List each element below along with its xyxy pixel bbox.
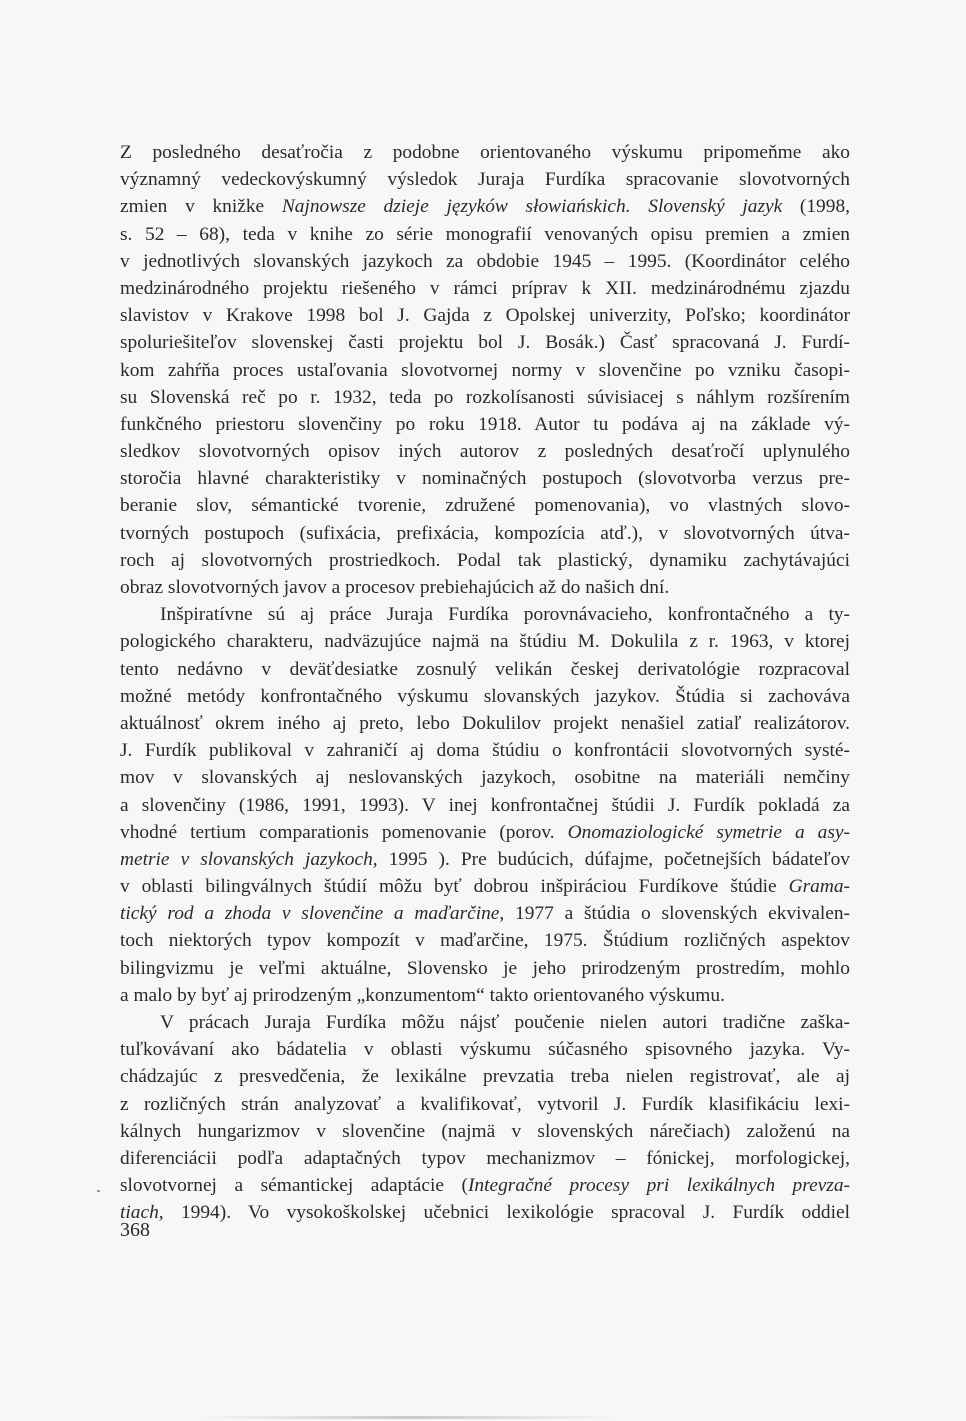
text-segment: medzinárodného projektu riešeného v rámci príprav k XII. medzinárodnému zjazdu bbox=[120, 277, 850, 299]
text-line bbox=[120, 329, 850, 356]
text-line bbox=[120, 438, 850, 465]
text-segment: slovotvornej a sémantickej adaptácie ( bbox=[120, 1175, 468, 1197]
italic-title-segment: tický rod a zhoda v slovenčine a maďarčine, bbox=[120, 903, 505, 925]
text-line bbox=[120, 357, 850, 384]
text-line bbox=[120, 221, 850, 248]
text-line bbox=[120, 873, 850, 900]
text-line bbox=[120, 411, 850, 438]
text-segment: a slovenčiny (1986, 1991, 1993). V inej konfrontačnej štúdii J. Furdík pokladá za bbox=[120, 794, 850, 816]
text-line bbox=[120, 955, 850, 982]
text-line bbox=[120, 1145, 850, 1172]
text-segment: a malo by byť aj prirodzeným „konzumentom“ takto orientovaného výskumu. bbox=[120, 984, 725, 1006]
text-segment: diferenciácii podľa adaptačných typov mechanizmov – fónickej, morfologickej, bbox=[120, 1147, 850, 1169]
text-segment: 1995 ). Pre budúcich, dúfajme, početnejších bádateľov bbox=[377, 848, 850, 870]
text-line bbox=[120, 1172, 850, 1199]
text-line bbox=[120, 384, 850, 411]
text-line bbox=[120, 520, 850, 547]
text-segment: beranie slov, sémantické tvorenie, združené pomenovania), vo vlastných slovo- bbox=[120, 495, 850, 517]
text-line bbox=[120, 628, 850, 655]
italic-title-segment: Grama- bbox=[788, 876, 850, 898]
text-line bbox=[120, 1036, 850, 1063]
text-line bbox=[120, 166, 850, 193]
text-line bbox=[120, 248, 850, 275]
text-line bbox=[120, 302, 850, 329]
text-segment: sledkov slovotvorných opisov iných autorov z posledných desaťročí uplynulého bbox=[120, 441, 850, 463]
text-line bbox=[120, 1199, 850, 1226]
body-text bbox=[120, 139, 850, 1227]
text-line bbox=[120, 193, 850, 220]
text-segment: funkčného priestoru slovenčiny po roku 1918. Autor tu podáva aj na základe vý- bbox=[120, 413, 850, 435]
text-segment: v oblasti bilingválnych štúdií môžu byť dobrou inšpiráciou Furdíkove štúdie bbox=[120, 876, 789, 898]
text-segment: su Slovenská reč po r. 1932, teda po rozkolísanosti súvisiacej s náhlym rozšírením bbox=[120, 386, 850, 408]
text-line bbox=[120, 792, 850, 819]
text-segment: pologického charakteru, nadväzujúce najmä na štúdiu M. Dokulila z r. 1963, v ktorej bbox=[120, 631, 850, 653]
text-segment: bilingvizmu je veľmi aktuálne, Slovensko je jeho prirodzeným prostredím, mohlo bbox=[120, 957, 850, 979]
italic-title-segment: Najnowsze dzieje języków słowiańskich. Slovenský jazyk bbox=[281, 196, 783, 218]
text-segment: chádzajúc z presvedčenia, že lexikálne prevzatia treba nielen registrovať, ale aj bbox=[120, 1066, 850, 1088]
text-line bbox=[120, 547, 850, 574]
text-line bbox=[120, 1009, 850, 1036]
text-line bbox=[120, 1091, 850, 1118]
text-segment: významný vedeckovýskumný výsledok Juraja Furdíka spracovanie slovotvorných bbox=[120, 169, 850, 191]
text-line bbox=[120, 492, 850, 519]
text-line bbox=[120, 656, 850, 683]
text-segment: tuľkovávaní ako bádatelia v oblasti výskumu súčasného spisovného jazyka. Vy- bbox=[120, 1039, 850, 1061]
text-segment: storočia hlavné charakteristiky v nominačných postupoch (slovotvorba verzus pre- bbox=[120, 468, 850, 490]
text-segment: spoluriešiteľov slovenskej časti projektu bol J. Bosák.) Časť spracovaná J. Furdí- bbox=[120, 332, 850, 354]
text-segment: kálnych hungarizmov v slovenčine (najmä v slovenských nárečiach) založenú na bbox=[120, 1120, 850, 1142]
text-line bbox=[120, 982, 850, 1009]
scan-edge bbox=[198, 1416, 618, 1419]
text-segment: s. 52 – 68), teda v knihe zo série monografií venovaných opisu premien a zmien bbox=[120, 223, 850, 245]
text-line bbox=[120, 927, 850, 954]
text-segment: V prácach Juraja Furdíka môžu nájsť poučenie nielen autori tradične zaška- bbox=[160, 1012, 850, 1033]
text-line bbox=[120, 275, 850, 302]
text-segment: aktuálnosť okrem iného aj preto, lebo Dokulilov projekt nenašiel zatiaľ realizátorov. bbox=[120, 712, 850, 734]
text-line bbox=[120, 737, 850, 764]
text-segment: slavistov v Krakove 1998 bol J. Gajda z Opolskej univerzity, Poľsko; koordinátor bbox=[120, 305, 850, 327]
text-segment: v jednotlivých slovanských jazykoch za obdobie 1945 – 1995. (Koordinátor celého bbox=[120, 250, 850, 272]
text-segment: tvorných postupoch (sufixácia, prefixácia, kompozícia atď.), v slovotvorných útva- bbox=[120, 522, 850, 544]
text-line bbox=[120, 764, 850, 791]
italic-title-segment: Onomaziologické symetrie a asy- bbox=[567, 821, 850, 843]
text-segment: (1998, bbox=[782, 196, 850, 218]
text-segment: vhodné tertium comparationis pomenovanie (porov. bbox=[120, 821, 568, 843]
text-line bbox=[120, 1063, 850, 1090]
text-segment: 1994). Vo vysokoškolskej učebnici lexikológie spracoval J. Furdík oddiel bbox=[163, 1202, 850, 1224]
italic-title-segment: Integračné procesy pri lexikálnych prevza- bbox=[467, 1175, 850, 1197]
text-segment: 1977 a štúdia o slovenských ekvivalen- bbox=[504, 903, 850, 925]
page-number: 368 bbox=[120, 1219, 150, 1241]
text-segment: toch niektorých typov kompozít v maďarčine, 1975. Štúdium rozličných aspektov bbox=[120, 930, 850, 952]
text-segment: Z posledného desaťročia z podobne orientovaného výskumu pripomeňme ako bbox=[120, 142, 850, 163]
text-line bbox=[120, 1118, 850, 1145]
margin-mark bbox=[97, 1190, 100, 1192]
text-line bbox=[120, 601, 850, 628]
text-segment: tento nedávno v deväťdesiatke zosnulý velikán českej derivatológie rozpracoval bbox=[120, 658, 850, 680]
text-line bbox=[120, 846, 850, 873]
text-segment: z rozličných strán analyzovať a kvalifikovať, vytvoril J. Furdík klasifikáciu lexi- bbox=[120, 1093, 850, 1115]
italic-title-segment: metrie v slovanských jazykoch, bbox=[120, 848, 378, 870]
text-line bbox=[120, 819, 850, 846]
text-segment: kom zahŕňa proces ustaľovania slovotvornej normy v slovenčine po vzniku časopi- bbox=[120, 359, 850, 381]
text-segment: roch aj slovotvorných prostriedkoch. Podal tak plastický, dynamiku zachytávajúci bbox=[120, 549, 850, 571]
text-segment: mov v slovanských aj neslovanských jazykoch, osobitne na materiáli nemčiny bbox=[120, 767, 850, 789]
text-segment: Inšpiratívne sú aj práce Juraja Furdíka porovnávacieho, konfrontačného a ty- bbox=[160, 604, 850, 626]
text-segment: zmien v knižke bbox=[120, 196, 282, 218]
text-line bbox=[120, 465, 850, 492]
text-segment: možné metódy konfrontačného výskumu slovanských jazykov. Štúdia si zachováva bbox=[120, 685, 850, 707]
text-segment: J. Furdík publikoval v zahraničí aj doma štúdiu o konfrontácii slovotvorných systé- bbox=[120, 740, 850, 762]
text-segment: obraz slovotvorných javov a procesov prebiehajúcich až do našich dní. bbox=[120, 577, 670, 598]
text-line bbox=[120, 710, 850, 737]
text-line bbox=[120, 139, 850, 166]
text-line bbox=[120, 900, 850, 927]
italic-title-segment: tiach, bbox=[120, 1202, 164, 1224]
text-line bbox=[120, 574, 850, 601]
text-line bbox=[120, 683, 850, 710]
